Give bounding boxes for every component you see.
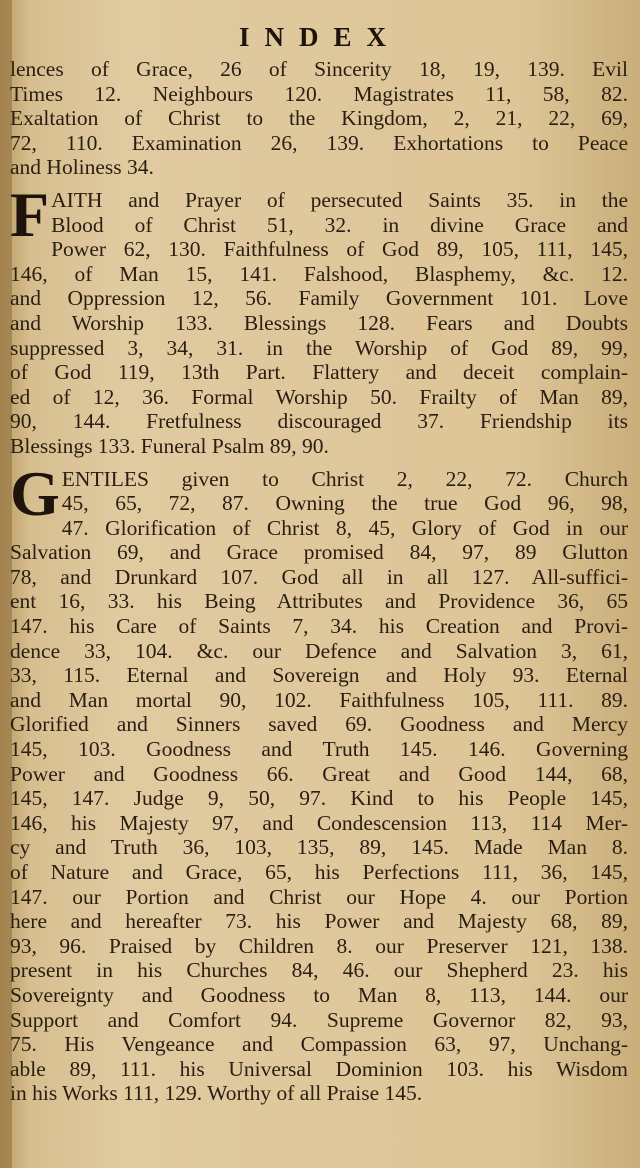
page-title: INDEX [238, 22, 401, 52]
index-line: 78, and Drunkard 107. God all in all 127. All-suffici- [10, 564, 628, 589]
index-line: Exaltation of Christ to the Kingdom, 2, 21, 22, 69, [10, 106, 628, 131]
index-line: and Worship 133. Blessings 128. Fears and Doubts [10, 310, 628, 335]
index-line: ent 16, 33. his Being Attributes and Providence 36, 65 [10, 589, 628, 614]
index-line: and Holiness 34. [10, 155, 154, 180]
index-line: Power and Goodness 66. Great and Good 144, 68, [10, 761, 628, 786]
index-content [10, 57, 628, 1106]
index-line: of God 119, 13th Part. Flattery and deceit complain- [10, 360, 628, 385]
index-line: Blessings 133. Funeral Psalm 89, 90. [10, 433, 329, 458]
entry-block-g [10, 457, 628, 1106]
index-line: 90, 144. Fretfulness discouraged 37. Friendship its [10, 409, 628, 434]
index-line: Support and Comfort 94. Supreme Governor 82, 93, [10, 1007, 628, 1032]
index-line: Sovereignty and Goodness to Man 8, 113, 144. our [10, 982, 628, 1007]
index-line: 72, 110. Examination 26, 139. Exhortations to Peace [10, 130, 628, 155]
index-line: lences of Grace, 26 of Sincerity 18, 19, 139. Evil [10, 57, 628, 81]
index-line: AITH and Prayer of persecuted Saints 35. in the [51, 187, 628, 212]
index-line: and Man mortal 90, 102. Faithfulness 105, 111. 89. [10, 687, 628, 712]
index-line: 47. Glorification of Christ 8, 45, Glory of God in our [61, 515, 628, 540]
index-line: and Oppression 12, 56. Family Government 101. Love [10, 286, 628, 311]
index-line: 45, 65, 72, 87. Owning the true God 96, 98, [61, 491, 628, 516]
index-line: 33, 115. Eternal and Sovereign and Holy 93. Eternal [10, 663, 628, 688]
index-line: 147. our Portion and Christ our Hope 4. our Portion [10, 884, 628, 909]
dropcap-g: G [10, 457, 60, 529]
index-line: 145, 147. Judge 9, 50, 97. Kind to his People 145, [10, 786, 628, 811]
index-line: in his Works 111, 129. Worthy of all Praise 145. [10, 1081, 423, 1106]
index-line: able 89, 111. his Universal Dominion 103. his Wisdom [10, 1056, 628, 1081]
entry-block-e [10, 57, 628, 180]
index-line: Glorified and Sinners saved 69. Goodness and Mercy [10, 712, 628, 737]
index-line: ed of 12, 36. Formal Worship 50. Frailty of Man 89, [10, 384, 628, 409]
index-line: cy and Truth 36, 103, 135, 89, 145. Made Man 8. [10, 835, 628, 860]
index-line: here and hereafter 73. his Power and Majesty 68, 89, [10, 909, 628, 934]
dropcap-f: F [10, 178, 50, 250]
index-line: 146, his Majesty 97, and Condescension 113, 114 Mer- [10, 810, 628, 835]
index-line: Salvation 69, and Grace promised 84, 97, 89 Glutton [10, 540, 628, 565]
index-line: 147. his Care of Saints 7, 34. his Creation and Provi- [10, 614, 628, 639]
index-line: Power 62, 130. Faithfulness of God 89, 105, 111, 145, [51, 237, 628, 262]
index-line: dence 33, 104. &c. our Defence and Salvation 3, 61, [10, 638, 628, 663]
index-line: 146, of Man 15, 141. Falshood, Blasphemy, &c. 12. [10, 261, 628, 286]
index-line: 93, 96. Praised by Children 8. our Preserver 121, 138. [10, 933, 628, 958]
entry-block-f [10, 178, 628, 459]
index-line: suppressed 3, 34, 31. in the Worship of God 89, 99, [10, 335, 628, 360]
index-line: of Nature and Grace, 65, his Perfections 111, 36, 145, [10, 860, 628, 884]
index-line: 145, 103. Goodness and Truth 145. 146. Governing [10, 737, 628, 762]
index-line: present in his Churches 84, 46. our Shepherd 23. his [10, 958, 628, 983]
index-line: Blood of Christ 51, 32. in divine Grace and [51, 212, 628, 237]
index-line: ENTILES given to Christ 2, 22, 72. Church [61, 466, 628, 491]
index-line: 75. His Vengeance and Compassion 63, 97, Unchang- [10, 1032, 628, 1057]
index-line: Times 12. Neighbours 120. Magistrates 11, 58, 82. [10, 81, 628, 106]
